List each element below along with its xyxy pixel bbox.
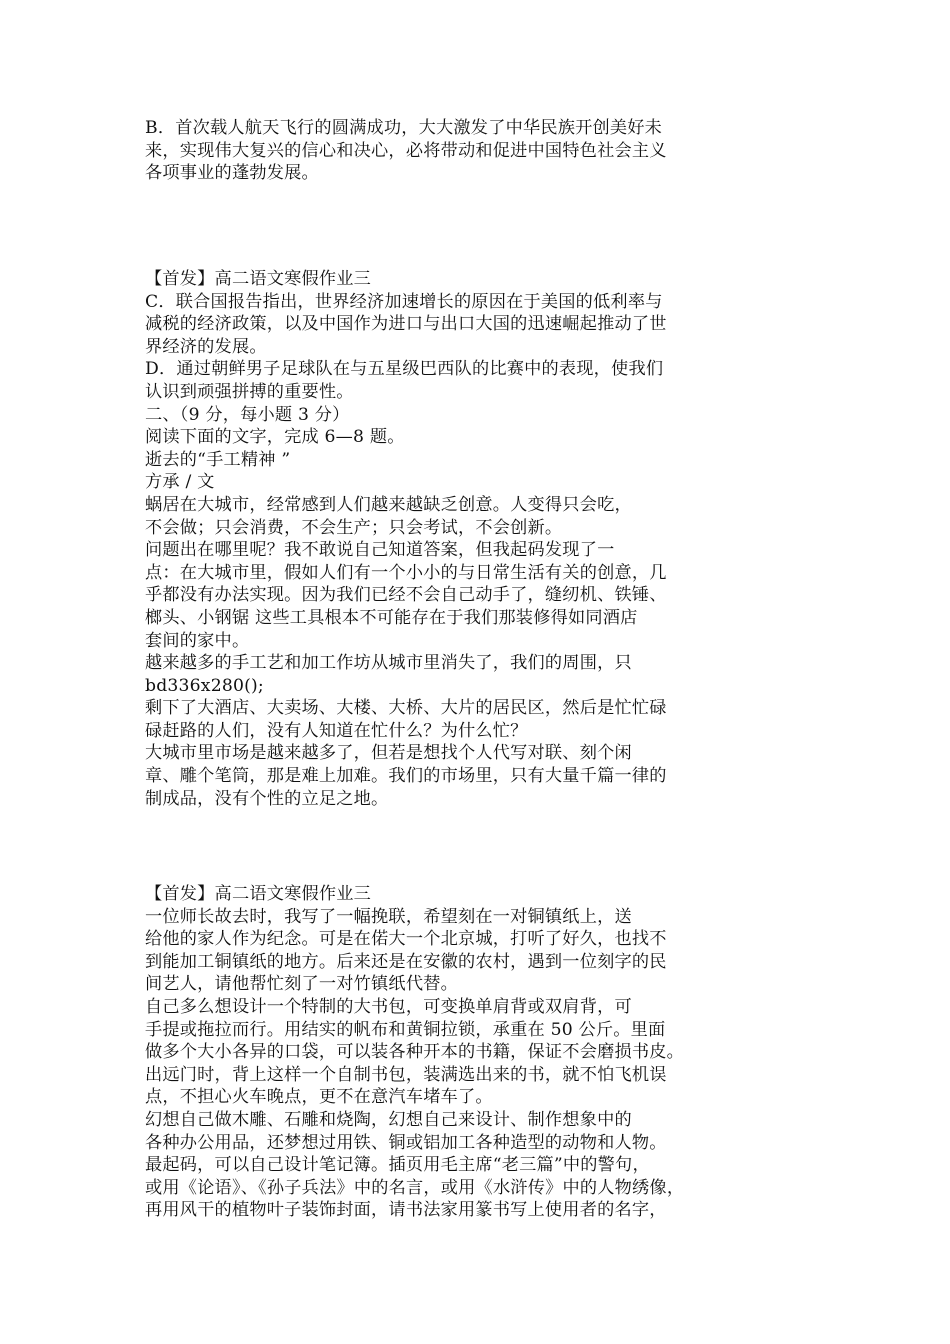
- section-header: 【首发】高二语文寒假作业三: [145, 884, 372, 904]
- text-line: 章、雕个笔筒，那是难上加难。我们的市场里，只有大量千篇一律的: [145, 766, 667, 787]
- text-block-3: [145, 883, 805, 1222]
- text-line: 间艺人，请他帮忙刻了一对竹镇纸代替。: [145, 974, 458, 995]
- text-line: 各项事业的蓬勃发展。: [145, 163, 319, 184]
- text-line: 碌赶路的人们，没有人知道在忙什么？为什么忙？: [145, 720, 528, 741]
- text-block-2: [145, 268, 805, 810]
- text-line: 套间的家中。: [145, 630, 250, 651]
- text-line: C．联合国报告指出，世界经济加速增长的原因在于美国的低利率与: [145, 291, 663, 312]
- text-line: bd336x280();: [145, 675, 264, 696]
- text-line: 认识到顽强拼搏的重要性。: [145, 381, 354, 402]
- text-line: 点：在大城市里，假如人们有一个小小的与日常生活有关的创意，几: [145, 562, 667, 583]
- text-line: 给他的家人作为纪念。可是在偌大一个北京城，打听了好久，也找不: [145, 929, 667, 950]
- text-block-1: [145, 117, 805, 185]
- text-line: 自己多么想设计一个特制的大书包，可变换单肩背或双肩背，可: [145, 996, 632, 1017]
- text-line: 大城市里市场是越来越多了，但若是想找个人代写对联、刻个闲: [145, 743, 632, 764]
- text-line: 到能加工铜镇纸的地方。后来还是在安徽的农村，遇到一位刻字的民: [145, 951, 667, 972]
- article-author: 方承 / 文: [145, 472, 215, 493]
- text-line: 越来越多的手工艺和加工作坊从城市里消失了，我们的周围，只: [145, 653, 632, 674]
- text-line: B．首次载人航天飞行的圆满成功，大大激发了中华民族开创美好未: [145, 118, 663, 138]
- text-line: 幻想自己做木雕、石雕和烧陶，幻想自己来设计、制作想象中的: [145, 1109, 632, 1130]
- text-line: 问题出在哪里呢？我不敢说自己知道答案，但我起码发现了一: [145, 540, 615, 561]
- text-line: 点，不担心火车晚点，更不在意汽车堵车了。: [145, 1087, 493, 1108]
- text-line: 减税的经济政策，以及中国作为进口与出口大国的迅速崛起推动了世: [145, 314, 667, 335]
- text-line: 二、（9 分，每小题 3 分）: [145, 404, 350, 425]
- text-line: 一位师长故去时，我写了一幅挽联，希望刻在一对铜镇纸上，送: [145, 906, 632, 927]
- section-header: 【首发】高二语文寒假作业三: [145, 269, 372, 289]
- text-line: 界经济的发展。: [145, 336, 267, 357]
- text-line: 手提或拖拉而行。用结实的帆布和黄铜拉锁，承重在 50 公斤。里面: [145, 1019, 666, 1040]
- text-line: 或用《论语》、《孙子兵法》中的名言，或用《水浒传》中的人物绣像，: [145, 1177, 685, 1198]
- text-line: 阅读下面的文字，完成 6—8 题。: [145, 427, 405, 448]
- text-line: 最起码，可以自己设计笔记簿。插页用毛主席“老三篇”中的警句，: [145, 1155, 650, 1176]
- text-line: 剩下了大酒店、大卖场、大楼、大桥、大片的居民区，然后是忙忙碌: [145, 698, 667, 719]
- text-line: 再用风干的植物叶子装饰封面，请书法家用篆书写上使用者的名字，: [145, 1200, 667, 1221]
- text-line: 榔头、小钢锯 这些工具根本不可能存在于我们那装修得如同酒店: [145, 607, 638, 628]
- text-line: 不会做；只会消费，不会生产；只会考试，不会创新。: [145, 517, 563, 538]
- text-line: 各种办公用品，还梦想过用铁、铜或铝加工各种造型的动物和人物。: [145, 1132, 667, 1153]
- text-line: 出远门时，背上这样一个自制书包，装满选出来的书，就不怕飞机误: [145, 1064, 667, 1085]
- text-line: 蜗居在大城市，经常感到人们越来越缺乏创意。人变得只会吃，: [145, 494, 632, 515]
- text-line: D．通过朝鲜男子足球队在与五星级巴西队的比赛中的表现，使我们: [145, 359, 664, 380]
- text-line: 制成品，没有个性的立足之地。: [145, 788, 389, 809]
- text-line: 乎都没有办法实现。因为我们已经不会自己动手了，缝纫机、铁锤、: [145, 585, 667, 606]
- text-line: 来，实现伟大复兴的信心和决心，必将带动和促进中国特色社会主义: [145, 140, 667, 161]
- text-line: 做多个大小各异的口袋，可以装各种开本的书籍，保证不会磨损书皮。: [145, 1042, 685, 1063]
- article-title: 逝去的“手工精神 ”: [145, 449, 291, 470]
